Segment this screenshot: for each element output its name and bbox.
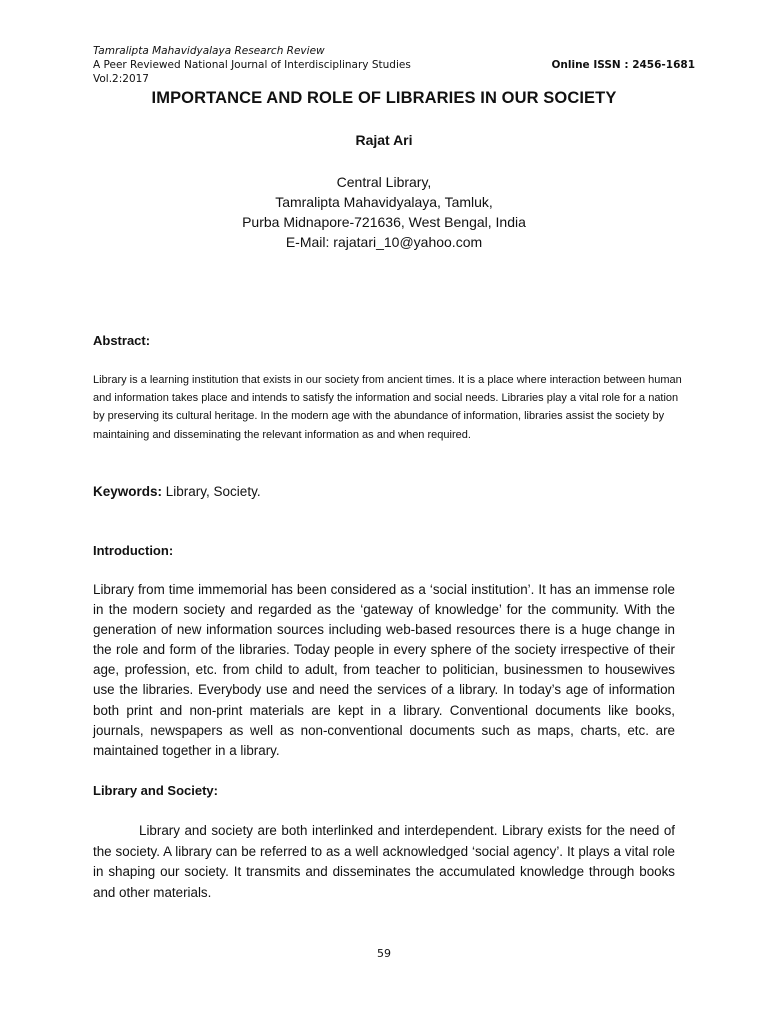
journal-subtitle-row (93, 58, 703, 72)
library-society-text: Library and society are both interlinked and interdependent. Library exists for the need of the society. A library can be referred to as a well acknowledged ‘social agency’. It plays a vital role in shaping our society. It transmits and disseminates the accumulated knowledge through books and other materials. (93, 823, 675, 900)
journal-subtitle: A Peer Reviewed National Journal of Interdisciplinary Studies (93, 59, 411, 71)
keywords-label: Keywords: (93, 484, 163, 499)
introduction-text: Library from time immemorial has been considered as a ‘social institution’. It has an immense role in the modern society and regarded as the ‘gateway of knowledge’ for the community. With the generation of new information sources including web-based resources there is a huge change in the role and form of the libraries. Today people in every sphere of the society irrespective of their age, profession, etc. from child to adult, from teacher to politician, businessmen to housewives use the libraries. Everybody use and need the services of a library. In today’s age of information both print and non-print materials are kept in a library. Conventional documents like books, journals, newspapers as well as non-conventional documents such as maps, charts, etc. are maintained together in a library. (93, 582, 675, 758)
keywords-line (93, 484, 261, 499)
page-number: 59 (377, 947, 391, 960)
library-society-heading: Library and Society: (93, 783, 218, 798)
journal-header (93, 44, 703, 86)
paper-title: IMPORTANCE AND ROLE OF LIBRARIES IN OUR SOCIETY (151, 89, 617, 107)
author-affiliation (0, 172, 768, 252)
affiliation-line-1: Central Library, (336, 174, 432, 190)
affiliation-line-2: Tamralipta Mahavidyalaya, Tamluk, (275, 194, 493, 210)
affiliation-line-3: Purba Midnapore-721636, West Bengal, India (242, 214, 526, 230)
abstract-text: Library is a learning institution that exists in our society from ancient times. It is a place where interaction between human and information takes place and intends to satisfy the information and social needs. Libraries play a vital role for a nation by preserving its cultural heritage. In the modern age with the abundance of information, libraries assist the society by maintaining and disseminating the relevant information as and when required. (93, 374, 682, 441)
introduction-heading: Introduction: (93, 543, 174, 558)
author-email: E-Mail: rajatari_10@yahoo.com (285, 234, 483, 250)
keywords-value: Library, Society. (162, 484, 261, 499)
journal-name: Tamralipta Mahavidyalaya Research Review (93, 45, 325, 57)
journal-issn: Online ISSN : 2456-1681 (551, 59, 695, 71)
journal-volume: Vol.2:2017 (93, 73, 149, 85)
author-name: Rajat Ari (355, 132, 413, 148)
abstract-heading: Abstract: (93, 333, 151, 348)
